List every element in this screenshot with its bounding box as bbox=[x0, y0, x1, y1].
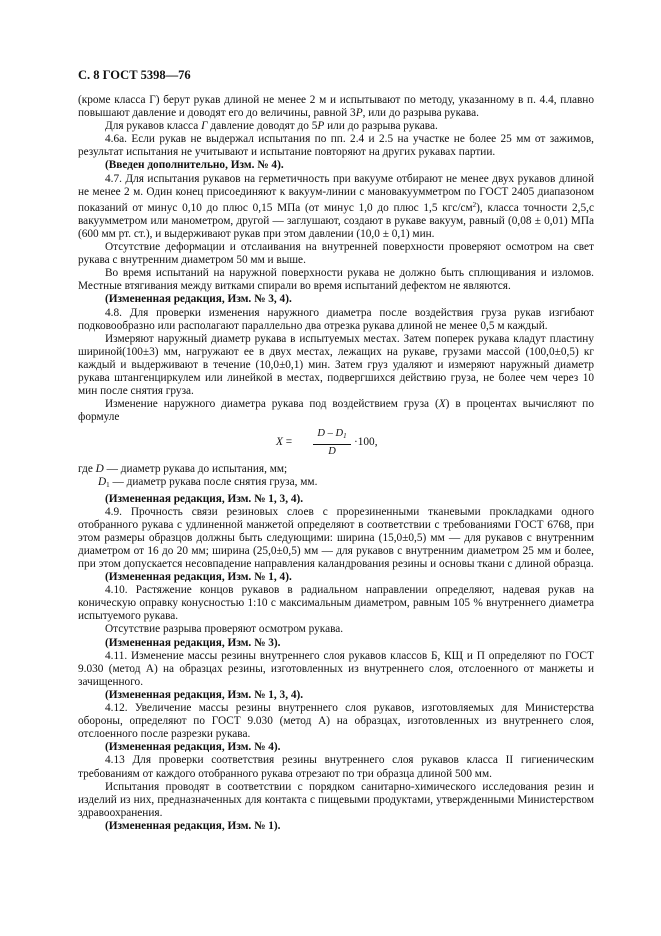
multiplier: ·100, bbox=[354, 436, 378, 449]
clause-4-7 bbox=[78, 173, 594, 241]
clause-4-6a: 4.6а. Если рукав не выдержал испытания по пп. 2.4 и 2.5 на участке не более 25 мм от зажимов, результат испытания не учитывают и испытание повторяют на других рукавах партии. bbox=[78, 133, 594, 159]
text: давление доводят до 5 bbox=[207, 120, 318, 133]
amendment-note: (Измененная редакция, Изм. № 1, 4). bbox=[105, 571, 292, 584]
text: (кроме класса Г) берут рукав длиной не менее 2 м и испытывают по методу, указанному в п. 4.4, плавно повышают давление и доводят его до величины, равной 3 bbox=[78, 94, 594, 120]
text: или до разрыва рукава. bbox=[324, 120, 438, 133]
italic-symbol: X bbox=[438, 398, 446, 411]
clause-4-13: 4.13 Для проверки соответствия резины внутреннего слоя рукавов класса II гигиеническим требованиям от каждого отобранного рукава отрезают по три образца длиной 500 мм. bbox=[78, 754, 594, 780]
subscript: 1 bbox=[343, 432, 347, 441]
formula bbox=[78, 425, 594, 461]
amendment-note: (Измененная редакция, Изм. № 1). bbox=[105, 819, 281, 832]
text: Для рукавов класса bbox=[105, 120, 202, 133]
text: — диаметр рукава до испытания, мм; bbox=[103, 463, 288, 476]
amendment-note: (Измененная редакция, Изм. № 3). bbox=[105, 636, 281, 649]
where-line bbox=[78, 463, 594, 476]
document-body bbox=[78, 94, 594, 833]
amendment-note: (Измененная редакция, Изм. № 3, 4). bbox=[105, 293, 292, 306]
amendment-note: (Измененная редакция, Изм. № 4). bbox=[105, 741, 281, 754]
text: где bbox=[78, 463, 96, 476]
formula-lhs bbox=[276, 436, 292, 449]
paragraph: Отсутствие разрыва проверяют осмотром рукава. bbox=[105, 623, 344, 636]
clause-4-11: 4.11. Изменение массы резины внутреннего слоя рукавов классов Б, КЩ и П определяют по ГОСТ 9.030 (метод А) на образцах резины, изготовленных из внутреннего слоя, отслоенного от манжеты и зачищенного. bbox=[78, 649, 594, 688]
numerator bbox=[313, 427, 351, 445]
amendment-note: (Измененная редакция, Изм. № 1, 3, 4). bbox=[105, 688, 304, 701]
text: ), класса точности 2,5,с вакуумметром или манометром, другой — заглушают, создают в рукаве вакуум, равный (0,08 ± 0,01) МПа (600 мм рт. ст.), и выдерживают рукав при этом давлении (10,0 ± 0,1) мин. bbox=[78, 201, 594, 240]
italic-symbol: P bbox=[355, 107, 363, 120]
paragraph bbox=[78, 398, 594, 424]
italic-symbol: P bbox=[317, 120, 325, 133]
clause-4-8: 4.8. Для проверки изменения наружного диаметра после воздействия груза рукав изгибают подковообразно или располагают параллельно два отрезка рукава длиной не менее 0,5 м каждый. bbox=[78, 306, 594, 332]
paragraph: Испытания проводят в соответствии с порядком санитарно-химического исследования резин и изделий из них, предназначенных для контакта с пищевыми продуктами, утвержденными Министерством здравоохранения. bbox=[78, 780, 594, 819]
text: , или до разрыва рукава. bbox=[362, 107, 479, 120]
fraction bbox=[313, 427, 351, 458]
clause-4-12: 4.12. Увеличение массы резины внутреннего слоя рукавов, изготовляемых для Министерства обороны, определяют по ГОСТ 9.030 (метод А) на образцах, изготовленных из внутреннего слоя, отслоенного после разрезки рукава. bbox=[78, 702, 594, 741]
paragraph bbox=[78, 120, 594, 133]
variable: D bbox=[95, 463, 104, 476]
paragraph: Во время испытаний на наружной поверхности рукава не должно быть сплющивания и изломов. Местные втягивания между витками спирали во время испытаний дефектом не являются. bbox=[78, 267, 594, 293]
paragraph bbox=[78, 94, 594, 120]
equals-sign: = bbox=[282, 436, 293, 449]
variable-x: X bbox=[276, 436, 283, 449]
amendment-note: (Измененная редакция, Изм. № 1, 3, 4). bbox=[105, 492, 304, 505]
superscript: 2 bbox=[472, 200, 477, 209]
denominator: D bbox=[328, 446, 336, 458]
text: ) в процентах вычисляют по формуле bbox=[78, 398, 594, 424]
where-line bbox=[78, 476, 594, 492]
text: Изменение наружного диаметра рукава под воздействием груза ( bbox=[105, 398, 439, 411]
variable: D bbox=[98, 476, 107, 489]
clause-4-9: 4.9. Прочность связи резиновых слоев с прорезиненными тканевыми прокладками одного отобранного рукава с удлиненной манжетой определяют в соответствии с требованиями ГОСТ 6768, при этом размеры образцов должны быть следующими: ширина (15,0±0,5) мм — для рукавов с внутренним диаметром от 16 до 20 мм; ширина (25,0±0,5) мм — для рукавов с внутренним диаметром 25 мм и более, при этом допускается несовпадение направления каландрования резины и основы ткани с длиной образца. bbox=[78, 505, 594, 570]
text: — диаметр рукава после снятия груза, мм. bbox=[109, 476, 318, 489]
paragraph: Отсутствие деформации и отслаивания на внутренней поверхности проверяют осмотром на свет рукава с внутренним диаметром 50 мм и выше. bbox=[78, 241, 594, 267]
amendment-note: (Введен дополнительно, Изм. № 4). bbox=[105, 159, 284, 172]
text: 4.7. Для испытания рукавов на герметичность при вакууме отбирают не менее двух рукавов длиной не менее 2 м. Один конец присоединяют к вакуум-линии с мановакуумметром по ГОСТ 2405 диапазоном показаний от минус 0,10 до плюс 0,15 МПа (от минус 1,0 до плюс 1,5 кгс/см bbox=[78, 172, 594, 214]
clause-4-10: 4.10. Растяжение концов рукавов в радиальном направлении определяют, надевая рукав на коническую оправку конусностью 1:10 с максимальным диаметром, равным 105 % внутреннего диаметра испытуемого рукава. bbox=[78, 584, 594, 623]
subscript: 1 bbox=[106, 481, 110, 490]
paragraph: Измеряют наружный диаметр рукава в испытуемых местах. Затем поперек рукава кладут пластину шириной(100±3) мм, нагружают ее в двух местах, лежащих на рукаве, грузами массой (100,0±0,5) кг каждый и выдерживают в течение (10,0±0,1) мин. Затем груз удаляют и измеряют наружный диаметр рукава штангенциркулем или линейкой в местах, подвергшихся действию груза, не более чем через 10 мин после снятия груза. bbox=[78, 332, 594, 398]
italic-symbol: Г bbox=[201, 120, 208, 133]
page-header: С. 8 ГОСТ 5398—76 bbox=[78, 68, 191, 82]
text: D – D bbox=[317, 428, 344, 440]
